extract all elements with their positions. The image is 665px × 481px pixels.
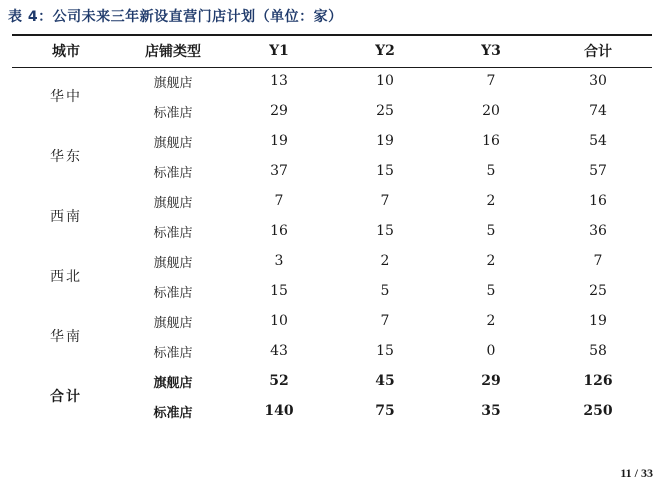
y1-cell: 37 [270,163,288,179]
header-total: 合计 [584,44,612,60]
y2-cell: 15 [376,343,394,359]
y3-cell: 7 [486,73,496,89]
y3-cell: 20 [482,103,500,119]
store-type-cell: 标准店 [153,405,193,421]
total-cell: 16 [589,193,607,209]
y2-cell: 5 [380,283,390,299]
y2-cell: 15 [376,223,394,239]
y3-cell: 2 [486,313,496,329]
y2-cell: 75 [375,403,395,419]
y2-cell: 10 [376,73,394,89]
store-type-cell: 标准店 [153,225,193,241]
store-type-cell: 旗舰店 [153,135,193,151]
table-row [12,306,652,336]
header-y2: Y2 [375,43,395,59]
y2-cell: 15 [376,163,394,179]
total-cell: 54 [589,133,607,149]
y1-cell: 7 [274,193,284,209]
y1-cell: 29 [270,103,288,119]
y3-cell: 2 [486,193,496,209]
store-type-cell: 旗舰店 [153,75,193,91]
y1-cell: 3 [274,253,284,269]
total-cell: 74 [589,103,607,119]
total-cell: 250 [583,403,613,419]
total-cell: 30 [589,73,607,89]
table-row [12,246,652,276]
y1-cell: 19 [270,133,288,149]
total-cell: 57 [589,163,607,179]
city-cell: 西南 [50,209,82,225]
y1-cell: 16 [270,223,288,239]
y3-cell: 5 [486,163,496,179]
city-cell: 合计 [50,389,82,405]
store-type-cell: 标准店 [153,285,193,301]
header-y3: Y3 [481,43,501,59]
total-cell: 58 [589,343,607,359]
store-plan-table [12,36,652,426]
table-row [12,126,652,156]
store-type-cell: 旗舰店 [153,375,193,391]
y2-cell: 45 [375,373,395,389]
store-type-cell: 标准店 [153,165,193,181]
total-cell: 36 [589,223,607,239]
city-cell: 华东 [50,149,82,165]
city-cell: 华中 [50,89,82,105]
y1-cell: 13 [270,73,288,89]
y1-cell: 43 [270,343,288,359]
y2-cell: 25 [376,103,394,119]
total-cell: 25 [589,283,607,299]
y2-cell: 7 [380,313,390,329]
y3-cell: 2 [486,253,496,269]
header-y1: Y1 [269,43,289,59]
page-number: 11 / 33 [620,466,653,480]
y3-cell: 5 [486,283,496,299]
table-header-row [12,36,652,66]
store-type-cell: 旗舰店 [153,315,193,331]
y2-cell: 7 [380,193,390,209]
header-city: 城市 [52,44,80,60]
y1-cell: 140 [264,403,294,419]
store-type-cell: 旗舰店 [153,195,193,211]
city-cell: 西北 [50,269,82,285]
store-type-cell: 旗舰店 [153,255,193,271]
store-type-cell: 标准店 [153,345,193,361]
y3-cell: 16 [482,133,500,149]
table-row [12,366,652,396]
table-caption: 表 4：公司未来三年新设直营门店计划（单位：家） [8,9,343,25]
y3-cell: 5 [486,223,496,239]
y2-cell: 19 [376,133,394,149]
total-cell: 19 [589,313,607,329]
y3-cell: 29 [481,373,501,389]
y1-cell: 52 [269,373,289,389]
y3-cell: 35 [481,403,501,419]
y3-cell: 0 [486,343,496,359]
total-cell: 7 [593,253,603,269]
table-body [12,66,652,426]
store-type-cell: 标准店 [153,105,193,121]
table-row [12,186,652,216]
y2-cell: 2 [380,253,390,269]
header-store-type: 店铺类型 [145,44,201,60]
y1-cell: 10 [270,313,288,329]
city-cell: 华南 [50,329,82,345]
table-row [12,66,652,96]
y1-cell: 15 [270,283,288,299]
total-cell: 126 [583,373,613,389]
